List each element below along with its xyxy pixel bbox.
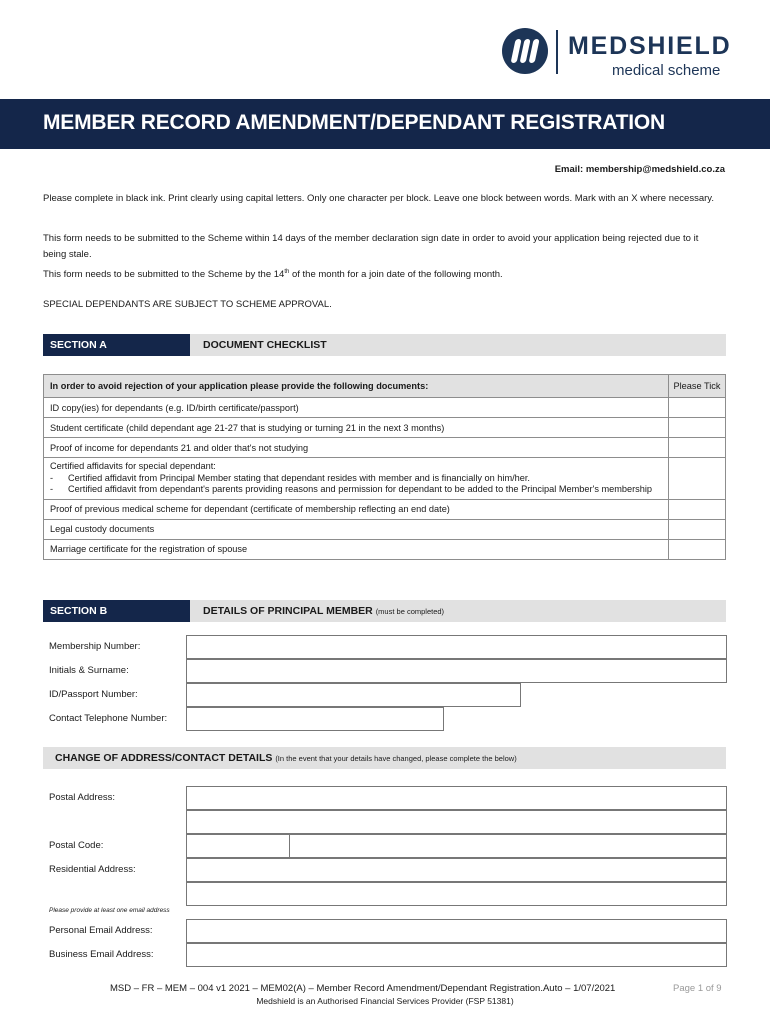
initials-surname-input[interactable] [186,659,727,683]
tick-box-marriage-certificate[interactable] [669,539,726,559]
affidavit-parents: - Certified affidavit from dependant's parents providing reasons and permission for dependant to be added to the Principal Member's membership [50,484,662,496]
personal-email-input[interactable] [186,919,727,943]
id-passport-input[interactable] [186,683,521,707]
medshield-logo-icon [502,28,548,74]
business-email-input[interactable] [186,943,727,967]
membership-number-input[interactable] [186,635,727,659]
join-date-superscript: th [284,268,290,275]
section-b-title-note: (must be completed) [375,607,445,616]
logo-subtitle: medical scheme [612,62,721,79]
section-b-header [43,600,726,622]
contact-telephone-label: Contact Telephone Number: [49,713,168,724]
document-checklist-table [43,374,726,560]
checklist-item-proof-of-income: Proof of income for dependants 21 and older that's not studying [44,438,669,458]
join-date-text-start: This form needs to be submitted to the Scheme by the 14 [43,269,285,280]
tick-box-previous-scheme[interactable] [669,499,726,519]
table-row [44,398,726,418]
address-section-header [43,747,726,769]
table-header-row [44,375,726,398]
page-number: Page 1 of 9 [673,983,722,994]
join-date-paragraph [43,267,723,283]
page-title: MEMBER RECORD AMENDMENT/DEPENDANT REGISTRATION [43,111,665,134]
special-dependants-note: SPECIAL DEPENDANTS ARE SUBJECT TO SCHEME APPROVAL. [43,299,332,310]
residential-address-line-2-input[interactable] [186,882,727,906]
form-reference-footer: MSD – FR – MEM – 004 v1 2021 – MEM02(A) – Member Record Amendment/Dependant Registration.Auto – 1/07/2021 [110,983,616,994]
postal-address-line-3-input[interactable] [289,834,727,858]
section-b-tag [43,600,190,622]
instructions-paragraph: Please complete in black ink. Print clearly using capital letters. Only one character per block. Leave one block between words. Mark with an X where necessary. [43,193,714,204]
table-row [44,458,726,500]
initials-surname-label: Initials & Surname: [49,665,129,676]
residential-address-line-1-input[interactable] [186,858,727,882]
section-b-title [203,605,444,617]
residential-address-label: Residential Address: [49,864,136,875]
postal-address-label: Postal Address: [49,792,116,803]
postal-code-input[interactable] [186,834,290,858]
tick-column-header: Please Tick [669,375,726,398]
contact-email: Email: membership@medshield.co.za [554,164,725,175]
section-a-label: SECTION A [50,339,107,351]
tick-box-legal-custody[interactable] [669,519,726,539]
address-section-note: (In the event that your details have changed, please complete the below) [275,754,517,763]
tick-box-student-certificate[interactable] [669,418,726,438]
business-email-label: Business Email Address: [49,949,154,960]
checklist-item-marriage-certificate: Marriage certificate for the registration of spouse [44,539,669,559]
checklist-item-student-certificate: Student certificate (child dependant age 21-27 that is studying or turning 21 in the next 3 months) [44,418,669,438]
logo-separator [556,30,558,74]
table-row [44,499,726,519]
section-a-tag [43,334,190,356]
section-b-title-text: DETAILS OF PRINCIPAL MEMBER [203,605,373,617]
table-row [44,519,726,539]
fsp-disclaimer-footer: Medshield is an Authorised Financial Services Provider (FSP 51381) [256,996,514,1006]
title-banner [0,99,770,149]
table-row [44,539,726,559]
table-row [44,438,726,458]
postal-address-line-2-input[interactable] [186,810,727,834]
affidavits-title: Certified affidavits for special dependant: [50,461,216,471]
join-date-text-end: of the month for a join date of the following month. [289,269,503,280]
postal-address-line-1-input[interactable] [186,786,727,810]
checklist-header: In order to avoid rejection of your application please provide the following documents: [44,375,669,398]
address-section-title [55,752,517,764]
checklist-item-legal-custody: Legal custody documents [44,519,669,539]
section-a-header [43,334,726,356]
table-row [44,418,726,438]
id-passport-label: ID/Passport Number: [49,689,138,700]
tick-box-id-copies[interactable] [669,398,726,418]
tick-box-proof-of-income[interactable] [669,438,726,458]
checklist-item-previous-scheme: Proof of previous medical scheme for dependant (certificate of membership reflecting an end date) [44,499,669,519]
membership-number-label: Membership Number: [49,641,141,652]
email-requirement-note: Please provide at least one email address [49,907,170,914]
submission-deadline-paragraph: This form needs to be submitted to the Scheme within 14 days of the member declaration sign date in order to avoid your application being rejected due to it being stale. [43,233,699,260]
medshield-logo [502,28,752,80]
contact-telephone-input[interactable] [186,707,444,731]
section-b-label: SECTION B [50,605,108,617]
checklist-item-id-copies: ID copy(ies) for dependants (e.g. ID/birth certificate/passport) [44,398,669,418]
checklist-item-affidavits [44,458,669,500]
personal-email-label: Personal Email Address: [49,925,153,936]
section-a-title: DOCUMENT CHECKLIST [203,339,327,351]
logo-name: MEDSHIELD [568,32,732,60]
tick-box-affidavits[interactable] [669,458,726,500]
postal-code-label: Postal Code: [49,840,104,851]
address-section-title-text: CHANGE OF ADDRESS/CONTACT DETAILS [55,752,273,764]
affidavit-principal-member: - Certified affidavit from Principal Member stating that dependant resides with member and is financially on him/her. [50,473,662,485]
